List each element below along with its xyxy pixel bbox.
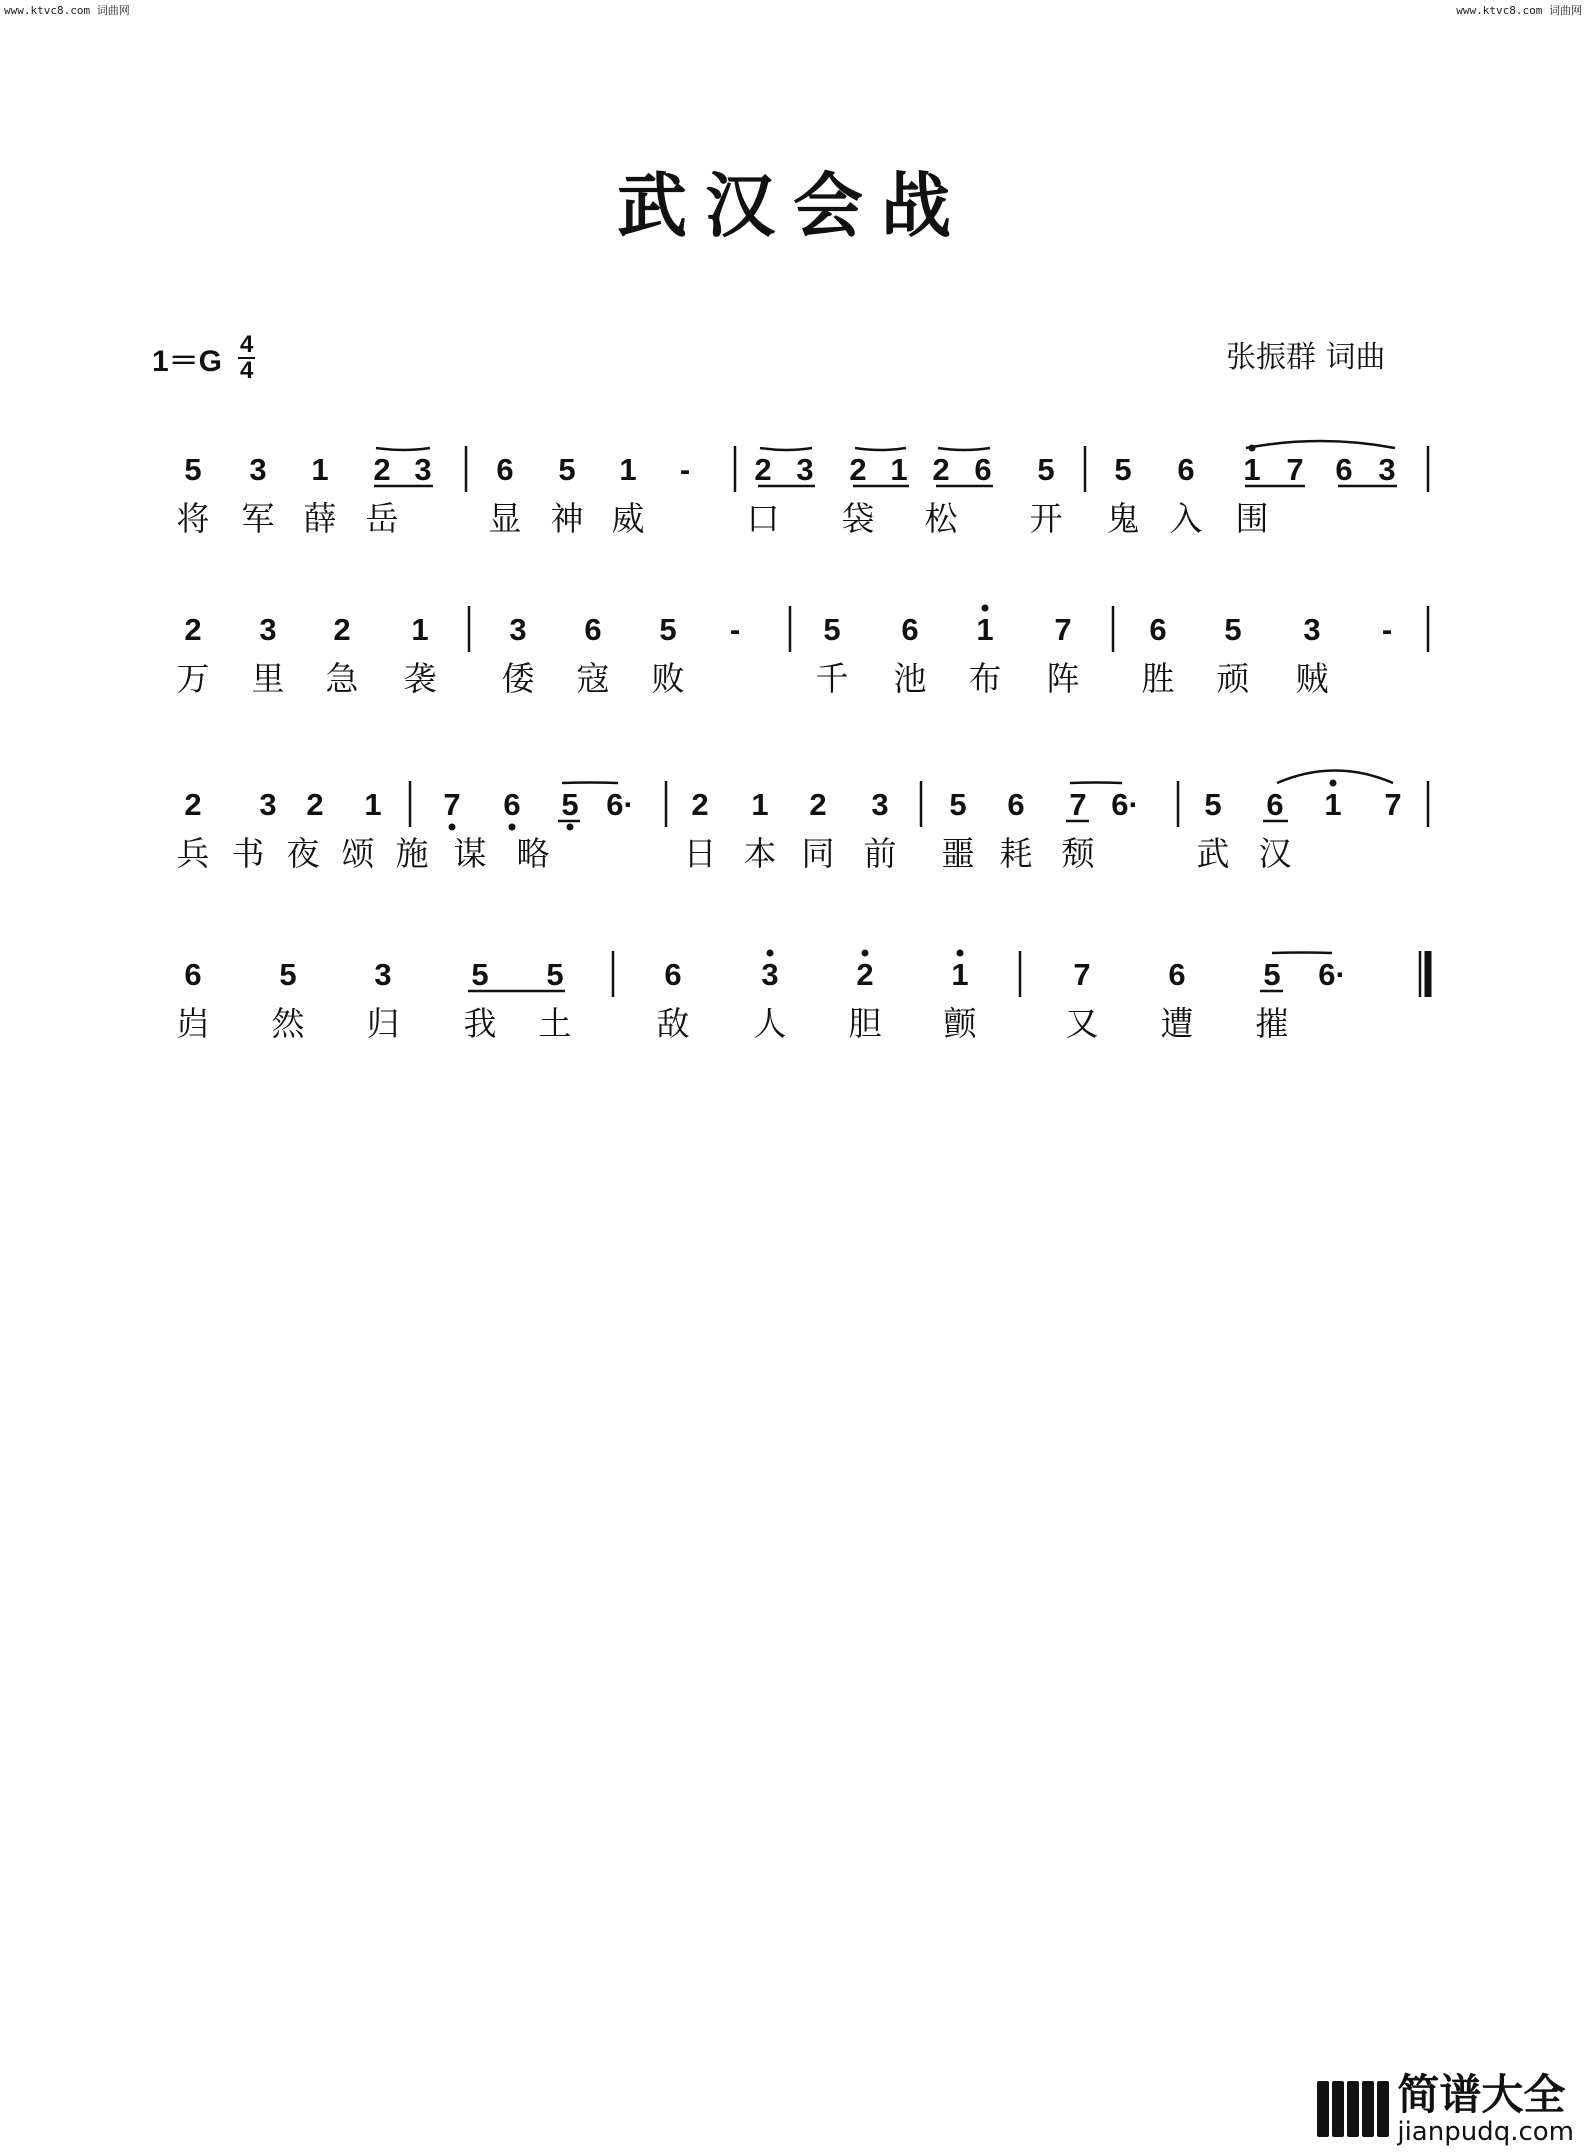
lyric-char: 阵 bbox=[1046, 659, 1080, 698]
note: 7 bbox=[1384, 787, 1402, 822]
note: 6· bbox=[1318, 957, 1346, 992]
note: 5 bbox=[1114, 452, 1132, 487]
slur bbox=[376, 448, 430, 450]
lyric-char: 武 bbox=[1196, 834, 1230, 873]
octave-up-dot bbox=[862, 950, 869, 957]
note: - bbox=[1381, 612, 1393, 647]
note: 2 bbox=[932, 452, 950, 487]
note: 1 bbox=[619, 452, 637, 487]
note: 5 bbox=[1037, 452, 1055, 487]
note: 6 bbox=[1168, 957, 1186, 992]
note: 7 bbox=[1073, 957, 1091, 992]
lyric-char: 同 bbox=[801, 834, 835, 873]
lyric-char: 遭 bbox=[1160, 1004, 1194, 1043]
site-logo bbox=[1317, 2072, 1574, 2146]
note: 5 bbox=[184, 452, 202, 487]
note: 1 bbox=[1324, 787, 1342, 822]
lyric-char: 岳 bbox=[365, 499, 399, 538]
lyric-char: 颓 bbox=[1061, 834, 1095, 873]
lyric-char: 我 bbox=[463, 1004, 497, 1043]
lyric-char: 顽 bbox=[1216, 659, 1250, 698]
logo-name: 简谱大全 bbox=[1397, 2070, 1566, 2119]
note: 1 bbox=[411, 612, 429, 647]
lyric-char: 汉 bbox=[1258, 834, 1292, 873]
note: 2 bbox=[754, 452, 772, 487]
lyric-char: 威 bbox=[611, 499, 645, 538]
note: 5 bbox=[1204, 787, 1222, 822]
octave-up-dot bbox=[767, 950, 774, 957]
composer-credit: 张振群 词曲 bbox=[1226, 340, 1386, 375]
note: 5 bbox=[471, 957, 489, 992]
octave-up-dot bbox=[1330, 780, 1337, 787]
note: 2 bbox=[333, 612, 351, 647]
lyric-char: 胆 bbox=[848, 1004, 882, 1043]
slur bbox=[855, 448, 906, 450]
lyric-char: 噩 bbox=[941, 834, 975, 873]
note: 2 bbox=[809, 787, 827, 822]
note: 6 bbox=[184, 957, 202, 992]
logo-url: jianpudq.com bbox=[1397, 2117, 1574, 2147]
note: 6 bbox=[1335, 452, 1353, 487]
note: 6 bbox=[1266, 787, 1284, 822]
note: 3 bbox=[414, 452, 432, 487]
lyric-char: 土 bbox=[538, 1004, 572, 1043]
lyric-char: 入 bbox=[1169, 499, 1203, 538]
note: 5 bbox=[1224, 612, 1242, 647]
lyric-char: 岿 bbox=[176, 1004, 210, 1043]
note: 6 bbox=[503, 787, 521, 822]
note: 3 bbox=[249, 452, 267, 487]
octave-down-dot bbox=[567, 824, 574, 831]
lyric-char: 寇 bbox=[576, 659, 610, 698]
note: 6 bbox=[974, 452, 992, 487]
lyric-char: 急 bbox=[325, 659, 359, 698]
note: 3 bbox=[1378, 452, 1396, 487]
lyric-char: 敌 bbox=[656, 1004, 690, 1043]
note: 2 bbox=[849, 452, 867, 487]
note: 6· bbox=[1111, 787, 1139, 822]
note: 3 bbox=[259, 787, 277, 822]
note: 1 bbox=[976, 612, 994, 647]
lyric-char: 摧 bbox=[1255, 1004, 1289, 1043]
piano-keys-icon bbox=[1317, 2081, 1389, 2137]
note: 1 bbox=[1243, 452, 1261, 487]
note: 1 bbox=[364, 787, 382, 822]
lyric-char: 口 bbox=[746, 499, 780, 538]
lyric-char: 颤 bbox=[943, 1004, 977, 1043]
octave-up-dot bbox=[957, 950, 964, 957]
lyric-char: 施 bbox=[395, 834, 429, 873]
note: 5 bbox=[823, 612, 841, 647]
note: 6 bbox=[1177, 452, 1195, 487]
lyric-char: 贼 bbox=[1295, 659, 1329, 698]
note: 3 bbox=[509, 612, 527, 647]
note: 6 bbox=[496, 452, 514, 487]
lyric-char: 里 bbox=[251, 659, 285, 698]
lyric-char: 前 bbox=[863, 834, 897, 873]
lyric-char: 池 bbox=[893, 659, 927, 698]
octave-up-dot bbox=[982, 605, 989, 612]
song-title: 武汉会战 bbox=[617, 164, 969, 247]
slur bbox=[1070, 783, 1122, 784]
note: 5 bbox=[561, 787, 579, 822]
lyric-char: 松 bbox=[924, 499, 958, 538]
note: 2 bbox=[691, 787, 709, 822]
lyric-char: 开 bbox=[1029, 499, 1063, 538]
note: 2 bbox=[184, 612, 202, 647]
note: 6 bbox=[664, 957, 682, 992]
lyric-char: 谋 bbox=[453, 834, 487, 873]
lyric-char: 日 bbox=[683, 834, 717, 873]
note: 1 bbox=[751, 787, 769, 822]
lyric-char: 败 bbox=[651, 659, 685, 698]
note: 2 bbox=[373, 452, 391, 487]
octave-down-dot bbox=[449, 824, 456, 831]
lyric-char: 显 bbox=[488, 499, 522, 538]
note: 3 bbox=[871, 787, 889, 822]
header-left-url: www.ktvc8.com 词曲网 bbox=[4, 4, 130, 17]
lyric-char: 本 bbox=[743, 834, 777, 873]
note: 3 bbox=[796, 452, 814, 487]
lyric-char: 略 bbox=[516, 834, 550, 873]
lyric-char: 千 bbox=[815, 659, 849, 698]
lyric-char: 鬼 bbox=[1106, 499, 1140, 538]
lyric-char: 袭 bbox=[403, 659, 437, 698]
note: 2 bbox=[184, 787, 202, 822]
time-signature-top: 4 bbox=[240, 331, 254, 358]
note: 5 bbox=[949, 787, 967, 822]
lyric-char: 布 bbox=[968, 659, 1002, 698]
header-right-url: www.ktvc8.com 词曲网 bbox=[1456, 4, 1582, 17]
note: 7 bbox=[1286, 452, 1304, 487]
lyric-char: 书 bbox=[231, 834, 265, 873]
lyric-char: 耗 bbox=[999, 834, 1033, 873]
lyric-char: 兵 bbox=[176, 834, 210, 873]
note: 1 bbox=[890, 452, 908, 487]
lyric-char: 倭 bbox=[501, 659, 535, 698]
note: 1 bbox=[311, 452, 329, 487]
note: 2 bbox=[856, 957, 874, 992]
marks-layer bbox=[374, 441, 1428, 997]
note: 2 bbox=[306, 787, 324, 822]
lyric-char: 人 bbox=[753, 1004, 787, 1043]
lyric-char: 军 bbox=[241, 499, 275, 538]
lyric-char: 神 bbox=[550, 499, 584, 538]
lyrics-layer bbox=[177, 499, 1329, 1043]
slur bbox=[562, 783, 618, 784]
note: 5 bbox=[546, 957, 564, 992]
lyric-char: 围 bbox=[1235, 499, 1269, 538]
lyric-char: 薛 bbox=[303, 499, 337, 538]
note: 5 bbox=[1263, 957, 1281, 992]
note: 3 bbox=[761, 957, 779, 992]
lyric-char: 将 bbox=[176, 499, 210, 538]
lyric-char: 万 bbox=[176, 659, 210, 698]
lyric-char: 袋 bbox=[841, 499, 875, 538]
note: 3 bbox=[259, 612, 277, 647]
note: 3 bbox=[374, 957, 392, 992]
lyric-char: 夜 bbox=[286, 834, 320, 873]
lyric-char: 胜 bbox=[1141, 659, 1175, 698]
note: 7 bbox=[1069, 787, 1087, 822]
slur bbox=[760, 448, 812, 450]
lyric-char: 又 bbox=[1065, 1004, 1099, 1043]
lyric-char: 然 bbox=[271, 1004, 305, 1043]
note: 6· bbox=[606, 787, 634, 822]
time-signature-bottom: 4 bbox=[240, 357, 254, 384]
note: 6 bbox=[1007, 787, 1025, 822]
note: 7 bbox=[1054, 612, 1072, 647]
lyric-char: 归 bbox=[366, 1004, 400, 1043]
note: 6 bbox=[901, 612, 919, 647]
slur bbox=[1272, 953, 1332, 954]
note: 1 bbox=[951, 957, 969, 992]
note: 5 bbox=[279, 957, 297, 992]
octave-down-dot bbox=[509, 824, 516, 831]
slur bbox=[938, 448, 990, 450]
note: - bbox=[729, 612, 741, 647]
note: 7 bbox=[443, 787, 461, 822]
note: 5 bbox=[659, 612, 677, 647]
note: - bbox=[679, 452, 691, 487]
lyric-char: 颂 bbox=[341, 834, 375, 873]
note: 6 bbox=[584, 612, 602, 647]
note: 5 bbox=[558, 452, 576, 487]
key-label: 1＝G bbox=[152, 345, 223, 378]
note: 6 bbox=[1149, 612, 1167, 647]
note: 3 bbox=[1303, 612, 1321, 647]
slur bbox=[1246, 441, 1395, 448]
